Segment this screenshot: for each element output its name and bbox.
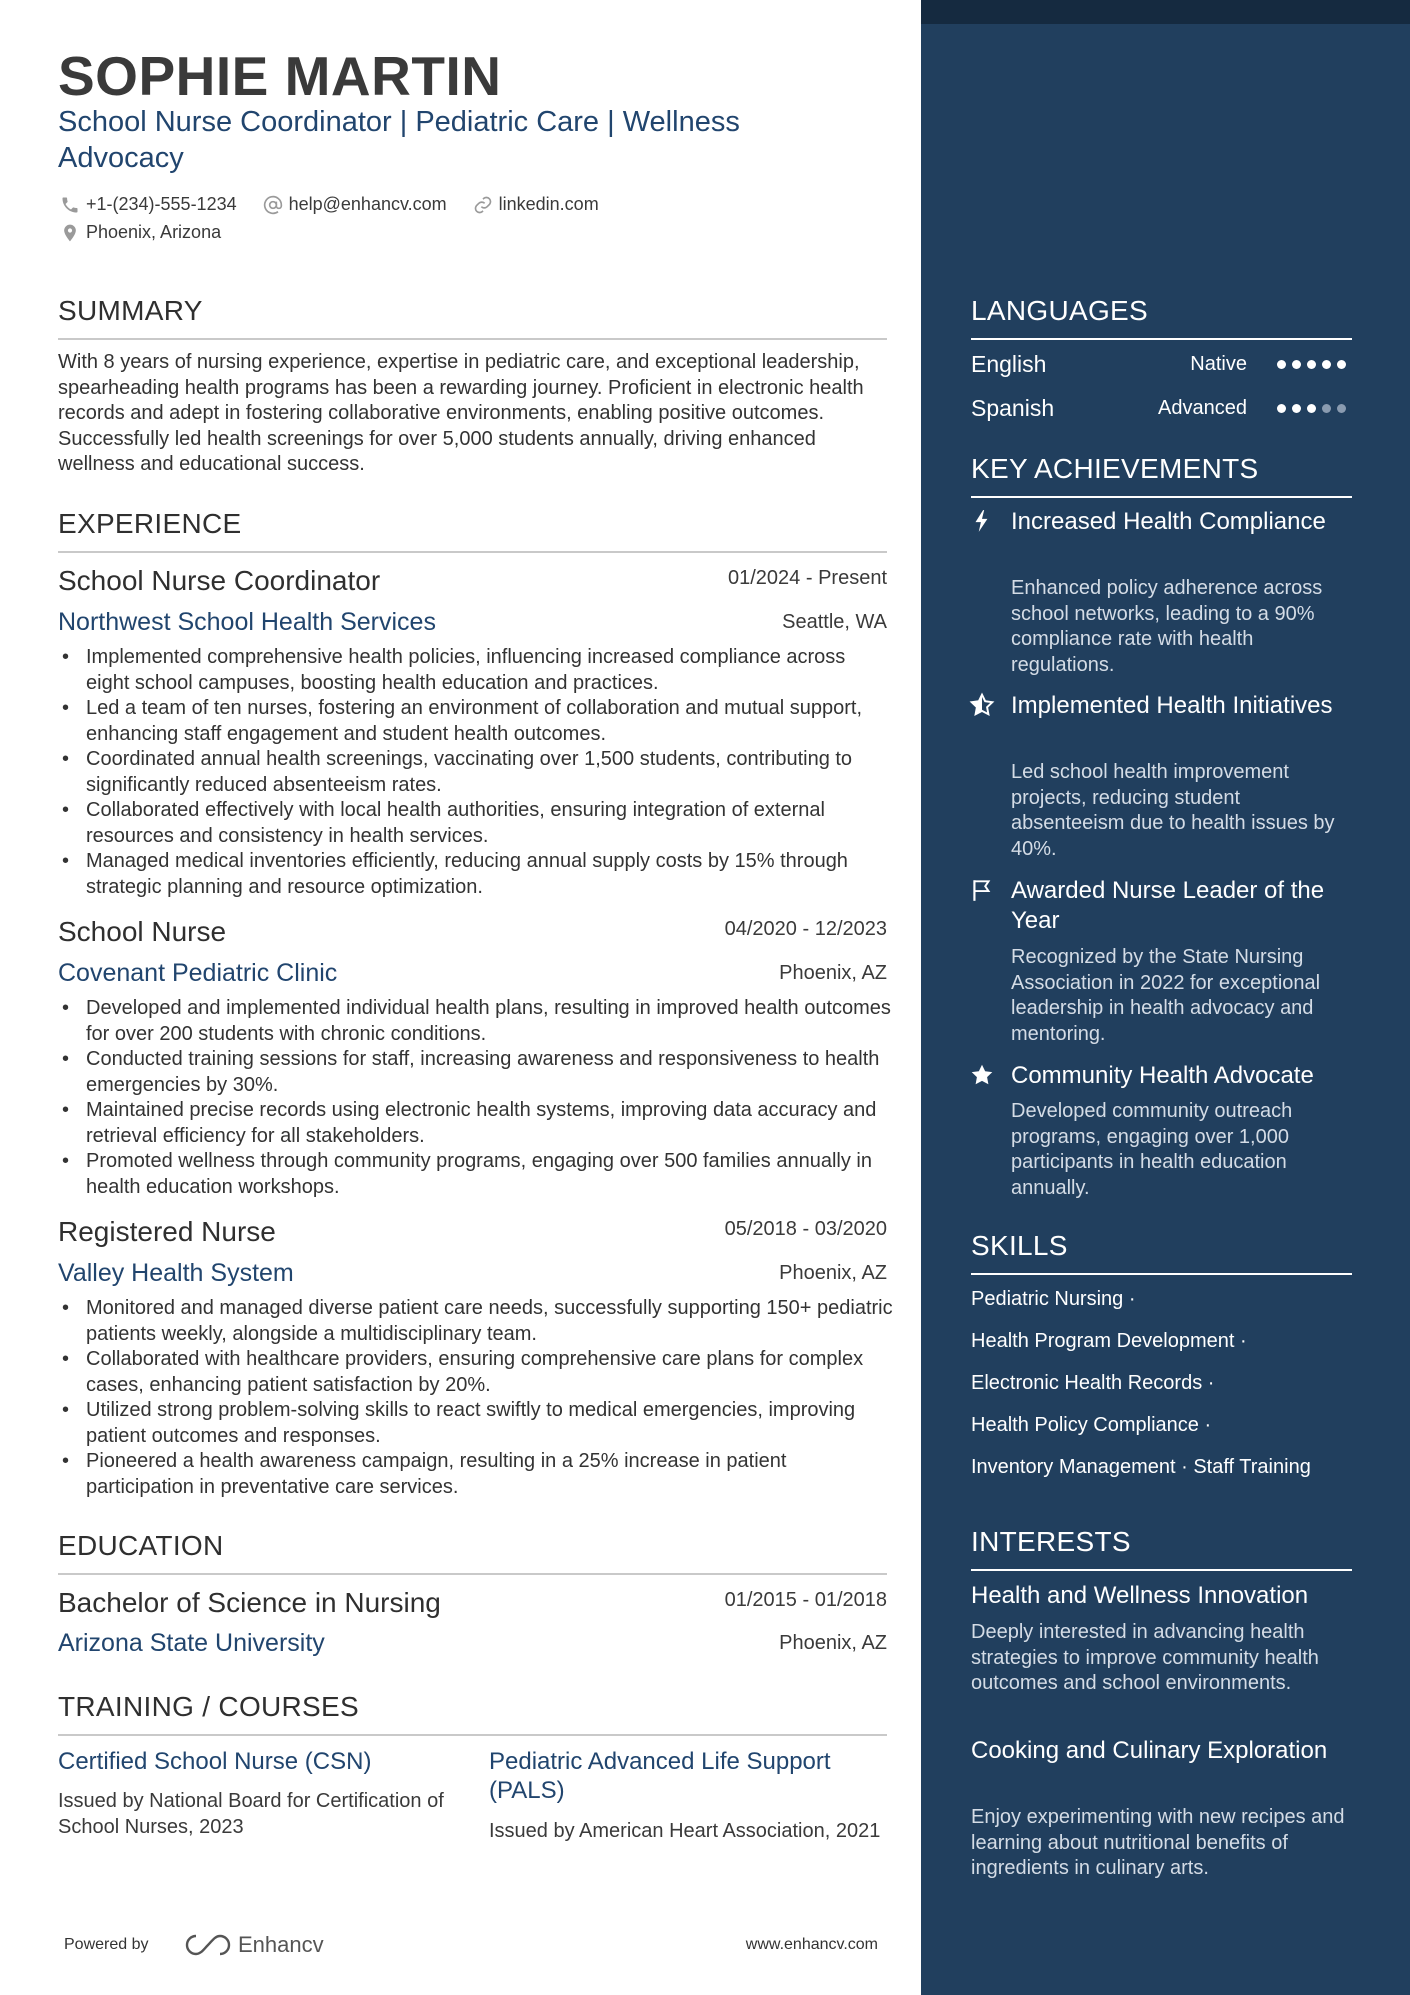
enhancv-logo-icon [184, 1932, 232, 1958]
job-bullet: • Pioneered a health awareness campaign, resulting in a 25% increase in patient participation in preventative care services. [58, 1449, 893, 1500]
interest-title: Health and Wellness Innovation [971, 1582, 1309, 1609]
footer [64, 1932, 878, 1962]
sidebar-top-bar [921, 0, 1410, 24]
rating-dot [1337, 404, 1346, 413]
skill-item: Electronic Health Records · [971, 1372, 1215, 1394]
job-bullet: • Led a team of ten nurses, fostering an environment of collaboration and mutual support, enhancing staff engagement and student health outcomes. [58, 696, 893, 747]
job-title: Registered Nurse [58, 1216, 276, 1247]
skill-item: Health Policy Compliance · [971, 1414, 1212, 1436]
job-title: School Nurse Coordinator [58, 565, 381, 596]
job-bullet: • Conducted training sessions for staff, increasing awareness and responsiveness to health emergencies by 30%. [58, 1047, 893, 1098]
achievement-title: Increased Health Compliance [1011, 508, 1326, 535]
job-bullet: • Collaborated with healthcare providers, ensuring comprehensive care plans for complex cases, enhancing patient satisfaction by 20%. [58, 1347, 893, 1398]
summary-heading: SUMMARY [58, 294, 887, 340]
school-location: Phoenix, AZ [779, 1632, 887, 1654]
education-dates: 01/2015 - 01/2018 [724, 1589, 887, 1611]
location-pin-icon [60, 223, 80, 243]
achievements-heading: KEY ACHIEVEMENTS [971, 452, 1352, 498]
rating-dot [1322, 404, 1331, 413]
powered-by-label: Powered by [64, 1936, 149, 1953]
language-rating [1277, 350, 1346, 378]
contact-linkedin[interactable] [473, 194, 599, 215]
school-name: Arizona State University [58, 1629, 325, 1657]
skill-item: Inventory Management · Staff Training [971, 1456, 1311, 1478]
phone-icon [60, 195, 80, 215]
achievement-description: Enhanced policy adherence across school networks, leading to a 90% compliance rate with health regulations. [1011, 577, 1323, 676]
contact-email[interactable] [263, 194, 447, 215]
rating-dot [1292, 360, 1301, 369]
language-level: Native [1190, 353, 1247, 375]
job-bullet: • Promoted wellness through community programs, engaging over 500 families annually in health education workshops. [58, 1149, 893, 1200]
skill-item: Health Program Development · [971, 1330, 1247, 1352]
at-sign-icon [263, 195, 283, 215]
job-organization: Covenant Pediatric Clinic [58, 959, 338, 987]
job-bullet: • Developed and implemented individual health plans, resulting in improved health outcomes for over 200 students with chronic conditions. [58, 996, 893, 1047]
achievement-title: Awarded Nurse Leader of the Year [1011, 877, 1325, 934]
language-name: English [971, 351, 1047, 377]
star-half-icon [969, 692, 995, 718]
job-dates: 01/2024 - Present [728, 567, 887, 589]
achievement-title: Community Health Advocate [1011, 1062, 1314, 1089]
interest-title: Cooking and Culinary Exploration [971, 1737, 1328, 1764]
experience-heading: EXPERIENCE [58, 507, 887, 553]
job-bullet: • Utilized strong problem-solving skills to react swiftly to medical emergencies, improving patient outcomes and responses. [58, 1398, 893, 1449]
link-icon [473, 195, 493, 215]
language-rating [1277, 394, 1346, 422]
job-location: Seattle, WA [782, 611, 887, 633]
site-link[interactable]: www.enhancv.com [745, 1936, 878, 1953]
achievement-description: Recognized by the State Nursing Association in 2022 for exceptional leadership in health advocacy and mentoring. [1011, 946, 1321, 1045]
languages-heading: LANGUAGES [971, 294, 1352, 340]
achievement-description: Developed community outreach programs, engaging over 1,000 participants in health education annually. [1011, 1100, 1293, 1199]
brand-name: Enhancv [238, 1932, 324, 1957]
job-bullet: • Collaborated effectively with local health authorities, ensuring integration of external resources and consistency in health services. [58, 798, 893, 849]
rating-dot [1307, 404, 1316, 413]
job-location: Phoenix, AZ [779, 1262, 887, 1284]
rating-dot [1277, 404, 1286, 413]
job-bullet: • Coordinated annual health screenings, vaccinating over 1,500 students, contributing to significantly reduced absenteeism rates. [58, 747, 893, 798]
achievement-title: Implemented Health Initiatives [1011, 692, 1333, 719]
brand-logo[interactable] [184, 1932, 324, 1958]
job-bullet: • Implemented comprehensive health policies, influencing increased compliance across eight school campuses, boosting health education and practices. [58, 645, 893, 696]
rating-dot [1307, 360, 1316, 369]
job-organization: Valley Health System [58, 1259, 294, 1287]
degree-title: Bachelor of Science in Nursing [58, 1587, 441, 1618]
course-name: Certified School Nurse (CSN) [58, 1748, 372, 1775]
phone-text: +1-(234)-555-1234 [86, 194, 237, 214]
interests-heading: INTERESTS [971, 1525, 1352, 1571]
location-text: Phoenix, Arizona [86, 222, 222, 242]
interest-description: Enjoy experimenting with new recipes and learning about nutritional benefits of ingredients in culinary arts. [971, 1806, 1345, 1879]
job-bullet: • Managed medical inventories efficiently, reducing annual supply costs by 15% through strategic planning and resource optimization. [58, 849, 893, 900]
sidebar [921, 0, 1410, 1995]
email-text: help@enhancv.com [288, 194, 447, 214]
job-location: Phoenix, AZ [779, 962, 887, 984]
achievement-description: Led school health improvement projects, reducing student absenteeism due to health issues by 40%. [1011, 761, 1335, 860]
contact-row [60, 194, 599, 215]
interest-description: Deeply interested in advancing health strategies to improve community health outcomes and school environments. [971, 1621, 1319, 1694]
lightning-bolt-icon [969, 508, 995, 534]
job-dates: 04/2020 - 12/2023 [724, 918, 887, 940]
language-name: Spanish [971, 395, 1055, 421]
summary-text: With 8 years of nursing experience, expertise in pediatric care, and exceptional leadership, spearheading health programs has been a rewarding journey. Proficient in electronic health records and adept in fostering collaborative environments, enabling positive outcomes. Successfully led health screenings for over 5,000 students annually, driving enhanced wellness and educational success. [58, 351, 864, 475]
rating-dot [1337, 360, 1346, 369]
linkedin-text: linkedin.com [498, 194, 599, 214]
job-bullets [58, 996, 893, 1200]
skills-heading: SKILLS [971, 1229, 1352, 1275]
contact-row-location [60, 222, 221, 243]
language-level: Advanced [1158, 397, 1247, 419]
job-title: School Nurse [58, 916, 227, 947]
candidate-title: School Nurse Coordinator | Pediatric Care | Wellness Advocacy [58, 106, 740, 174]
education-heading: EDUCATION [58, 1529, 887, 1575]
rating-dot [1292, 404, 1301, 413]
training-heading: TRAINING / COURSES [58, 1690, 887, 1736]
rating-dot [1322, 360, 1331, 369]
job-bullet: • Monitored and managed diverse patient care needs, successfully supporting 150+ pediatric patients weekly, alongside a multidisciplinary team. [58, 1296, 893, 1347]
skill-item: Pediatric Nursing · [971, 1288, 1136, 1310]
job-bullets [58, 645, 893, 900]
contact-phone[interactable] [60, 194, 237, 215]
course-description: Issued by American Heart Association, 2021 [489, 1820, 881, 1842]
job-dates: 05/2018 - 03/2020 [724, 1218, 887, 1240]
rating-dot [1277, 360, 1286, 369]
flag-icon [969, 877, 995, 903]
course-name: Pediatric Advanced Life Support (PALS) [489, 1748, 831, 1804]
star-icon [969, 1062, 995, 1088]
course-description: Issued by National Board for Certification of School Nurses, 2023 [58, 1790, 444, 1838]
contact-location [60, 222, 221, 243]
job-bullet: • Maintained precise records using electronic health systems, improving data accuracy and retrieval efficiency for all stakeholders. [58, 1098, 893, 1149]
job-organization: Northwest School Health Services [58, 608, 436, 636]
job-bullets [58, 1296, 893, 1500]
candidate-name: SOPHIE MARTIN [58, 45, 502, 107]
